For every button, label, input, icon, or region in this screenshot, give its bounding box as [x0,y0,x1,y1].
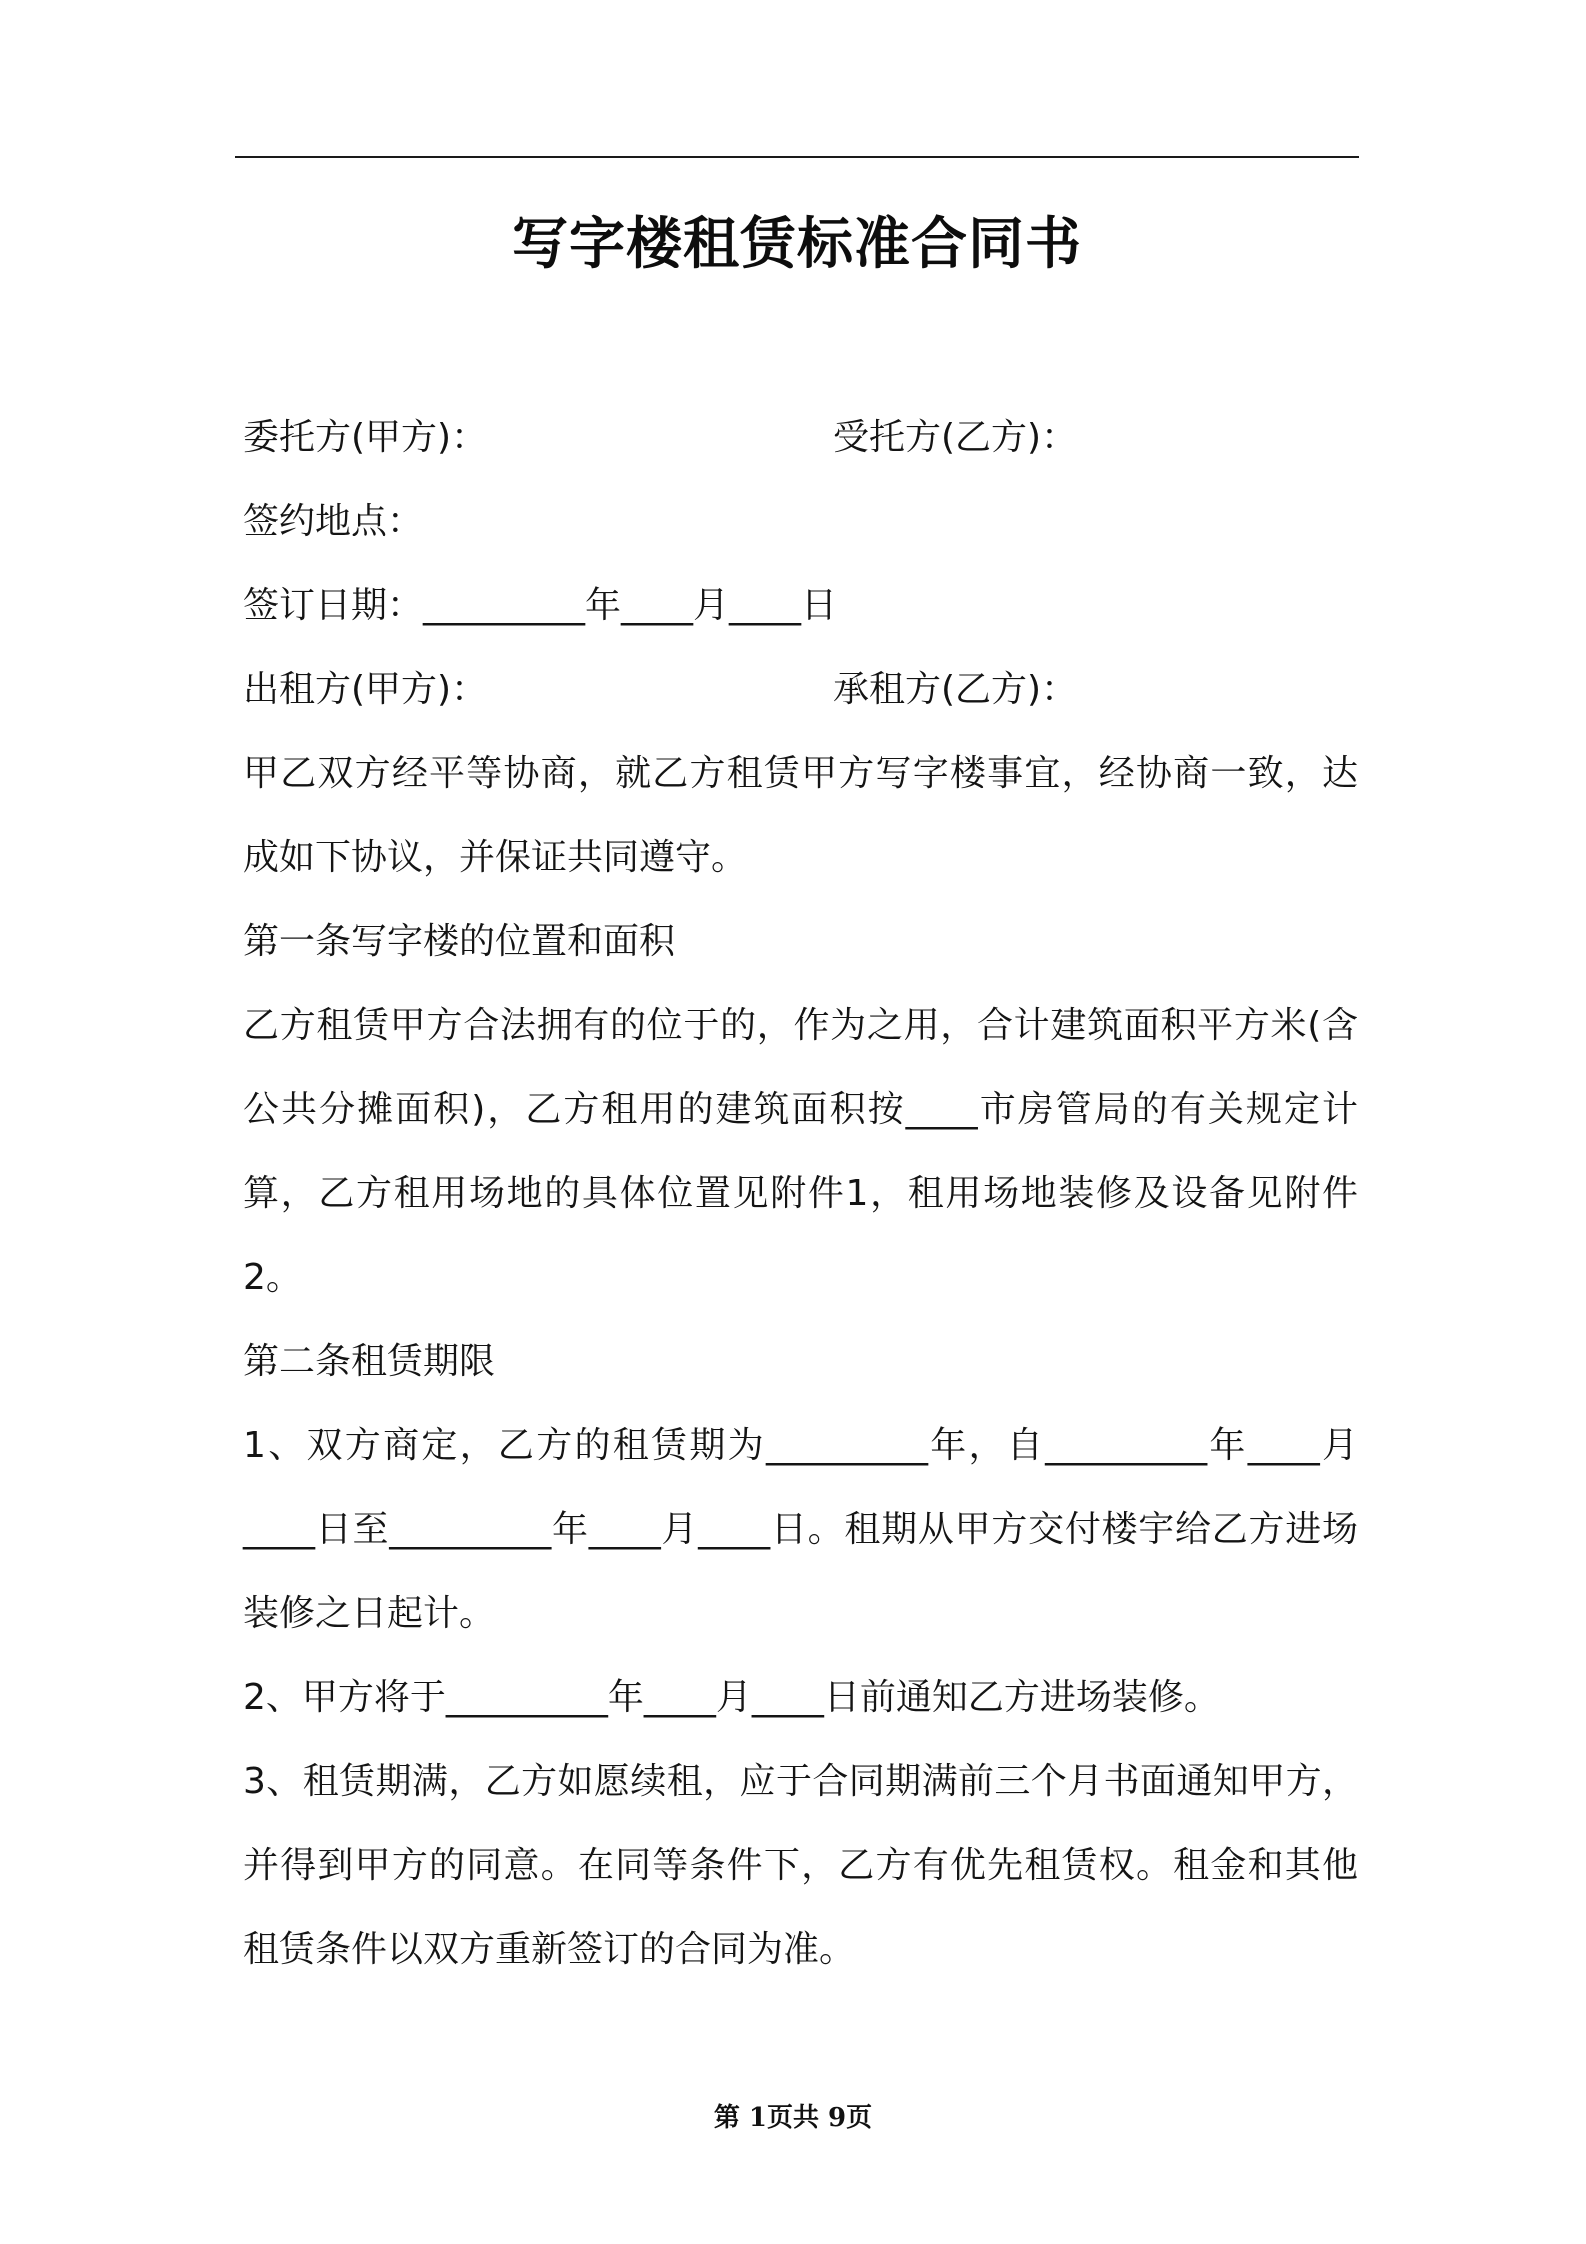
article-2-clause-1: 1、双方商定，乙方的租赁期为_________年，自_________年____月____日至_________年____月____日。租期从甲方交付楼宇给乙方进场装修之日起计。 [243,1425,1358,1634]
document-title: 写字楼租赁标准合同书 [512,212,1082,277]
lessor-label: 出租方(甲方)： [243,669,488,710]
entrusting-party-label: 委托方(甲方)： [243,417,488,458]
page-number: 第 1页共 9页 [713,2103,873,2133]
article-2-clause-3: 3、租赁期满，乙方如愿续租，应于合同期满前三个月书面通知甲方，并得到甲方的同意。在同等条件下，乙方有优先租赁权。租金和其他租赁条件以双方重新签订的合同为准。 [243,1761,1358,1970]
header-rule [235,156,1359,158]
article-2-clause-2: 2、甲方将于_________年____月____日前通知乙方进场装修。 [243,1677,1220,1718]
lessee-label: 承租方(乙方)： [833,669,1078,710]
signing-place-label: 签约地点： [243,501,424,542]
entrusted-party-label: 受托方(乙方)： [833,417,1078,458]
document-body [243,396,1358,1992]
article-2-heading: 第二条租赁期限 [243,1341,496,1382]
intro-paragraph: 甲乙双方经平等协商，就乙方租赁甲方写字楼事宜，经协商一致，达成如下协议，并保证共同遵守。 [243,753,1358,878]
parties-row-lease [243,648,1358,732]
article-1-text: 乙方租赁甲方合法拥有的位于的，作为之用，合计建筑面积平方米(含公共分摊面积)，乙方租用的建筑面积按____市房管局的有关规定计算，乙方租用场地的具体位置见附件1，租用场地装修及设备见附件2。 [243,1005,1358,1298]
parties-row-entrust [243,396,1358,480]
article-1-heading: 第一条写字楼的位置和面积 [243,921,676,962]
signing-date-label: 签订日期：_________年____月____日 [243,585,838,626]
